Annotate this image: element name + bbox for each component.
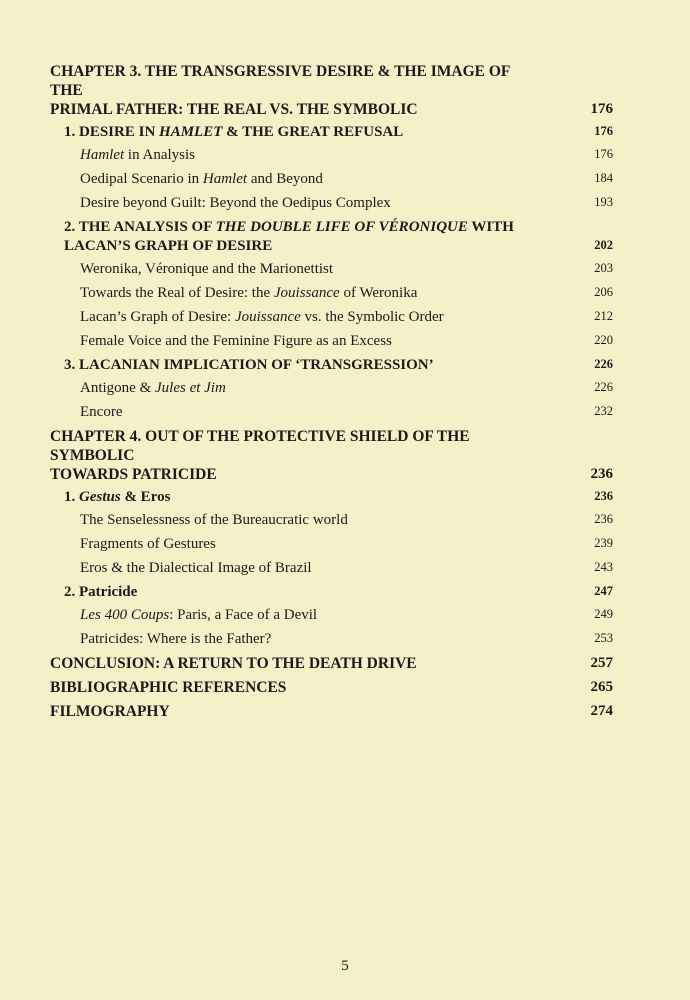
toc-page-number: 176 (590, 101, 613, 117)
toc-page-number: 220 (594, 333, 613, 347)
table-of-contents (50, 62, 613, 726)
toc-entry-text: & THE GREAT REFUSAL (222, 124, 404, 140)
toc-page-number: 239 (594, 536, 613, 550)
toc-chapter-title-line1: CHAPTER 4. OUT OF THE PROTECTIVE SHIELD OF THE SYMBOLIC (50, 428, 470, 464)
toc-subsection-desire-beyond-guilt[interactable] (50, 194, 613, 213)
toc-page-number: 236 (594, 512, 613, 526)
toc-bibliographic-references[interactable] (50, 678, 613, 697)
page-number: 5 (341, 958, 349, 974)
toc-subsection-eros-brazil[interactable] (50, 559, 613, 578)
toc-entry-italic: Les 400 Coups (80, 607, 170, 623)
toc-section-patricide[interactable] (50, 583, 613, 602)
toc-entry-text: 1. (64, 489, 79, 505)
toc-entry-italic: THE DOUBLE LIFE OF VÉRONIQUE (215, 219, 468, 235)
toc-page-number: 253 (594, 631, 613, 645)
toc-subsection-fragments-of-gestures[interactable] (50, 535, 613, 554)
toc-entry-text: Antigone & (80, 380, 155, 396)
toc-entry-text: BIBLIOGRAPHIC REFERENCES (50, 679, 287, 696)
toc-entry-text: and Beyond (247, 171, 323, 187)
toc-subsection-female-voice[interactable] (50, 332, 613, 351)
toc-entry-text-line2: LACAN’S GRAPH OF DESIRE (64, 238, 273, 254)
toc-entry-text: : Paris, a Face of a Devil (169, 607, 318, 623)
toc-conclusion[interactable] (50, 654, 613, 673)
toc-subsection-hamlet-in-analysis[interactable] (50, 146, 613, 165)
toc-entry-text: FILMOGRAPHY (50, 703, 170, 720)
toc-entry-italic: HAMLET (159, 124, 223, 140)
toc-page-number: 203 (594, 261, 613, 275)
toc-chapter-4[interactable] (50, 427, 613, 484)
toc-entry-text: of Weronika (339, 285, 418, 301)
toc-page-number: 202 (594, 238, 613, 252)
toc-entry-text: Patricides: Where is the Father? (80, 631, 272, 647)
toc-page-number: 247 (594, 584, 613, 598)
toc-subsection-les-400-coups[interactable] (50, 606, 613, 625)
toc-subsection-patricides[interactable] (50, 630, 613, 649)
toc-section-gestus-eros[interactable] (50, 488, 613, 507)
toc-page-number: 206 (594, 285, 613, 299)
toc-page-number: 193 (594, 195, 613, 209)
toc-section-lacanian-implication[interactable] (50, 356, 613, 375)
toc-entry-text: 2. Patricide (64, 584, 138, 600)
toc-subsection-oedipal-scenario[interactable] (50, 170, 613, 189)
toc-page-number: 176 (594, 147, 613, 161)
toc-entry-italic: Jouissance (234, 309, 301, 325)
toc-page-number: 184 (594, 171, 613, 185)
toc-page-number: 236 (590, 466, 613, 482)
toc-entry-text: Lacan’s Graph of Desire: (80, 309, 235, 325)
toc-entry-text: in Analysis (124, 147, 196, 163)
toc-entry-italic: Hamlet (80, 147, 125, 163)
toc-page-number: 265 (590, 679, 613, 695)
toc-page-number: 226 (594, 380, 613, 394)
toc-entry-italic: Jouissance (273, 285, 340, 301)
toc-entry-text: Female Voice and the Feminine Figure as an Excess (80, 333, 392, 349)
toc-subsection-lacans-graph[interactable] (50, 308, 613, 327)
toc-page-number: 249 (594, 607, 613, 621)
toc-subsection-real-of-desire[interactable] (50, 284, 613, 303)
toc-entry-text: Fragments of Gestures (80, 536, 216, 552)
toc-entry-text: Encore (80, 404, 123, 420)
toc-entry-text: & Eros (120, 489, 171, 505)
toc-page-number: 236 (594, 489, 613, 503)
toc-entry-text: Desire beyond Guilt: Beyond the Oedipus Complex (80, 195, 391, 211)
toc-chapter-title-line2: TOWARDS PATRICIDE (50, 466, 217, 483)
toc-entry-text: Eros & the Dialectical Image of Brazil (80, 560, 312, 576)
toc-page-number: 176 (594, 124, 613, 138)
toc-filmography[interactable] (50, 702, 613, 721)
toc-entry-italic: Gestus (79, 489, 121, 505)
toc-chapter-title-line1: CHAPTER 3. THE TRANSGRESSIVE DESIRE & THE IMAGE OF THE (50, 63, 510, 99)
toc-page-number: 243 (594, 560, 613, 574)
toc-page-number: 274 (590, 703, 613, 719)
toc-entry-text: 1. DESIRE IN (64, 124, 160, 140)
toc-chapter-title-line2: PRIMAL FATHER: THE REAL VS. THE SYMBOLIC (50, 101, 418, 118)
toc-subsection-antigone[interactable] (50, 379, 613, 398)
toc-entry-text: 3. LACANIAN IMPLICATION OF ‘TRANSGRESSION’ (64, 357, 434, 373)
toc-page-number: 257 (590, 655, 613, 671)
toc-entry-text: The Senselessness of the Bureaucratic world (80, 512, 348, 528)
toc-entry-text: Towards the Real of Desire: the (80, 285, 274, 301)
toc-section-desire-in-hamlet[interactable] (50, 123, 613, 142)
toc-page-number: 212 (594, 309, 613, 323)
toc-subsection-weronika-veronique[interactable] (50, 260, 613, 279)
toc-entry-text: 2. THE ANALYSIS OF (64, 219, 216, 235)
toc-section-double-life-of-veronique[interactable] (50, 218, 613, 256)
toc-entry-italic: Hamlet (202, 171, 248, 187)
toc-entry-text: WITH (467, 219, 514, 235)
toc-entry-text: Oedipal Scenario in (80, 171, 203, 187)
toc-chapter-3[interactable] (50, 62, 613, 119)
toc-subsection-encore[interactable] (50, 403, 613, 422)
toc-page-number: 232 (594, 404, 613, 418)
toc-entry-text: vs. the Symbolic Order (300, 309, 444, 325)
toc-page-number: 226 (594, 357, 613, 371)
toc-entry-italic: Jules et Jim (155, 380, 226, 396)
toc-entry-text: CONCLUSION: A RETURN TO THE DEATH DRIVE (50, 655, 417, 672)
toc-entry-text: Weronika, Véronique and the Marionettist (80, 261, 334, 277)
toc-subsection-senselessness[interactable] (50, 511, 613, 530)
